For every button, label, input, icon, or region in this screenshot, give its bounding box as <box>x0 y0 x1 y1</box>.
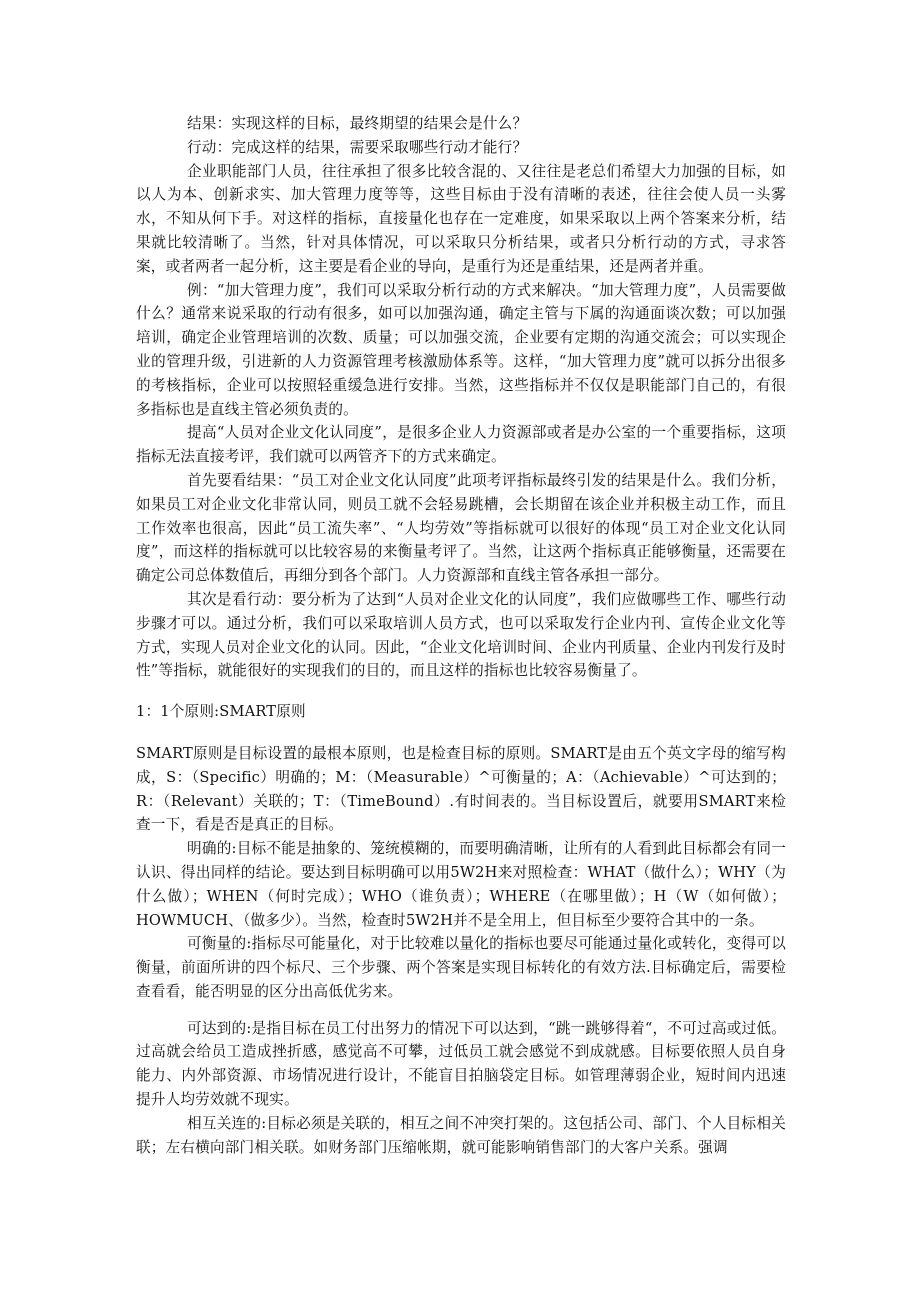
paragraph-measurable: 可衡量的:指标尽可能量化，对于比较难以量化的指标也要尽可能通过量化或转化，变得可以衡量，前面所讲的四个标尺、三个步骤、两个答案是实现目标转化的有效方法.目标确定后，需要检查看看，能否明显的区分出高低优劣来。 <box>136 935 786 1000</box>
paragraph-specific: 明确的:目标不能是抽象的、笼统模糊的，而要明确清晰，让所有的人看到此目标都会有同一认识、得出同样的结论。要达到目标明确可以用5W2H来对照检查：WHAT（做什么）；WHY（为什么做）；WHEN（何时完成）；WHO（谁负责）；WHERE（在哪里做）；H（W（如何做）；HOWMUCH、（做多少）。当然，检查时5W2H并不是全用上，但目标至少要符合其中的一条。 <box>136 840 786 929</box>
paragraph-look-at-action: 其次是看行动：要分析为了达到“人员对企业文化的认同度”，我们应做哪些工作、哪些行动步骤才可以。通过分析，我们可以采取培训人员方式，也可以采取发行企业内刊、宣传企业文化等方式，实现人员对企业文化的认同。因此，“企业文化培训时间、企业内刊质量、企业内刊发行及时性”等指标，就能很好的实现我们的目的，而且这样的指标也比较容易衡量了。 <box>136 590 786 680</box>
document-body <box>136 112 786 1159</box>
paragraph-functional-departments: 企业职能部门人员，往往承担了很多比较含混的、又往往是老总们希望大力加强的目标，如以人为本、创新求实、加大管理力度等等，这些目标由于没有清晰的表述，往往会使人员一头雾水，不知从何下手。对这样的指标，直接量化也存在一定难度，如果采取以上两个答案来分析，结果就比较清晰了。当然，针对具体情况，可以采取只分析结果，或者只分析行动的方式，寻求答案，或者两者一起分析，这主要是看企业的导向，是重行为还是重结果，还是两者并重。 <box>136 162 786 275</box>
section-heading-smart: 1：1个原则:SMART原则 <box>136 703 306 721</box>
paragraph-achievable: 可达到的:是指目标在员工付出努力的情况下可以达到，“跳一跳够得着“，不可过高或过低。过高就会给员工造成挫折感，感觉高不可攀，过低员工就会感觉不到成就感。目标要依照人员自身能力、内外部资源、市场情况进行设计，不能盲目拍脑袋定目标。如管理薄弱企业，短时间内迅速提升人均劳效就不现实。 <box>136 1019 786 1109</box>
paragraph-result: 结果：实现这样的目标，最终期望的结果会是什么？ <box>187 115 528 132</box>
paragraph-relevant: 相互关连的:目标必须是关联的，相互之间不冲突打架的。这包括公司、部门、个人目标相关联；左右横向部门相关联。如财务部门压缩帐期，就可能影响销售部门的大客户关系。强调 <box>136 1114 786 1156</box>
paragraph-look-at-result: 首先要看结果：“员工对企业文化认同度”此项考评指标最终引发的结果是什么。我们分析，如果员工对企业文化非常认同，则员工就不会轻易跳槽，会长期留在该企业并积极主动工作，而且工作效率也很高，因此“员工流失率”、“人均劳效”等指标就可以很好的体现“员工对企业文化认同度”，而这样的指标就可以比较容易的来衡量考评了。当然，让这两个指标真正能够衡量，还需要在确定公司总体数值后，再细分到各个部门。人力资源部和直线主管各承担一部分。 <box>136 471 786 585</box>
paragraph-culture-recognition: 提高“人员对企业文化认同度”，是很多企业人力资源部或者是办公室的一个重要指标，这项指标无法直接考评，我们就可以两管齐下的方式来确定。 <box>136 424 786 466</box>
paragraph-smart-intro: SMART原则是目标设置的最根本原则，也是检查目标的原则。SMART是由五个英文字母的缩写构成，S：（Specific）明确的；M：（Measurable）^可衡量的；A：（Achievable）^可达到的；R：（Relevant）关联的；T：（TimeBound）.有时间表的。当目标设置后，就要用SMART来检查一下，看是否是真正的目标。 <box>136 744 786 834</box>
paragraph-action: 行动：完成这样的结果，需要采取哪些行动才能行？ <box>187 138 528 156</box>
paragraph-example-management: 例：“加大管理力度”，我们可以采取分析行动的方式来解决。“加大管理力度”，人员需要做什么？通常来说采取的行动有很多，如可以加强沟通，确定主管与下属的沟通面谈次数；可以加强培训，确定企业管理培训的次数、质量；可以加强交流，企业要有定期的沟通交流会；可以实现企业的管理升级，引进新的人力资源管理考核激励体系等。这样，“加大管理力度”就可以拆分出很多的考核指标，企业可以按照轻重缓急进行安排。当然，这些指标并不仅仅是职能部门自己的，有很多指标也是直线主管必须负责的。 <box>136 281 786 418</box>
